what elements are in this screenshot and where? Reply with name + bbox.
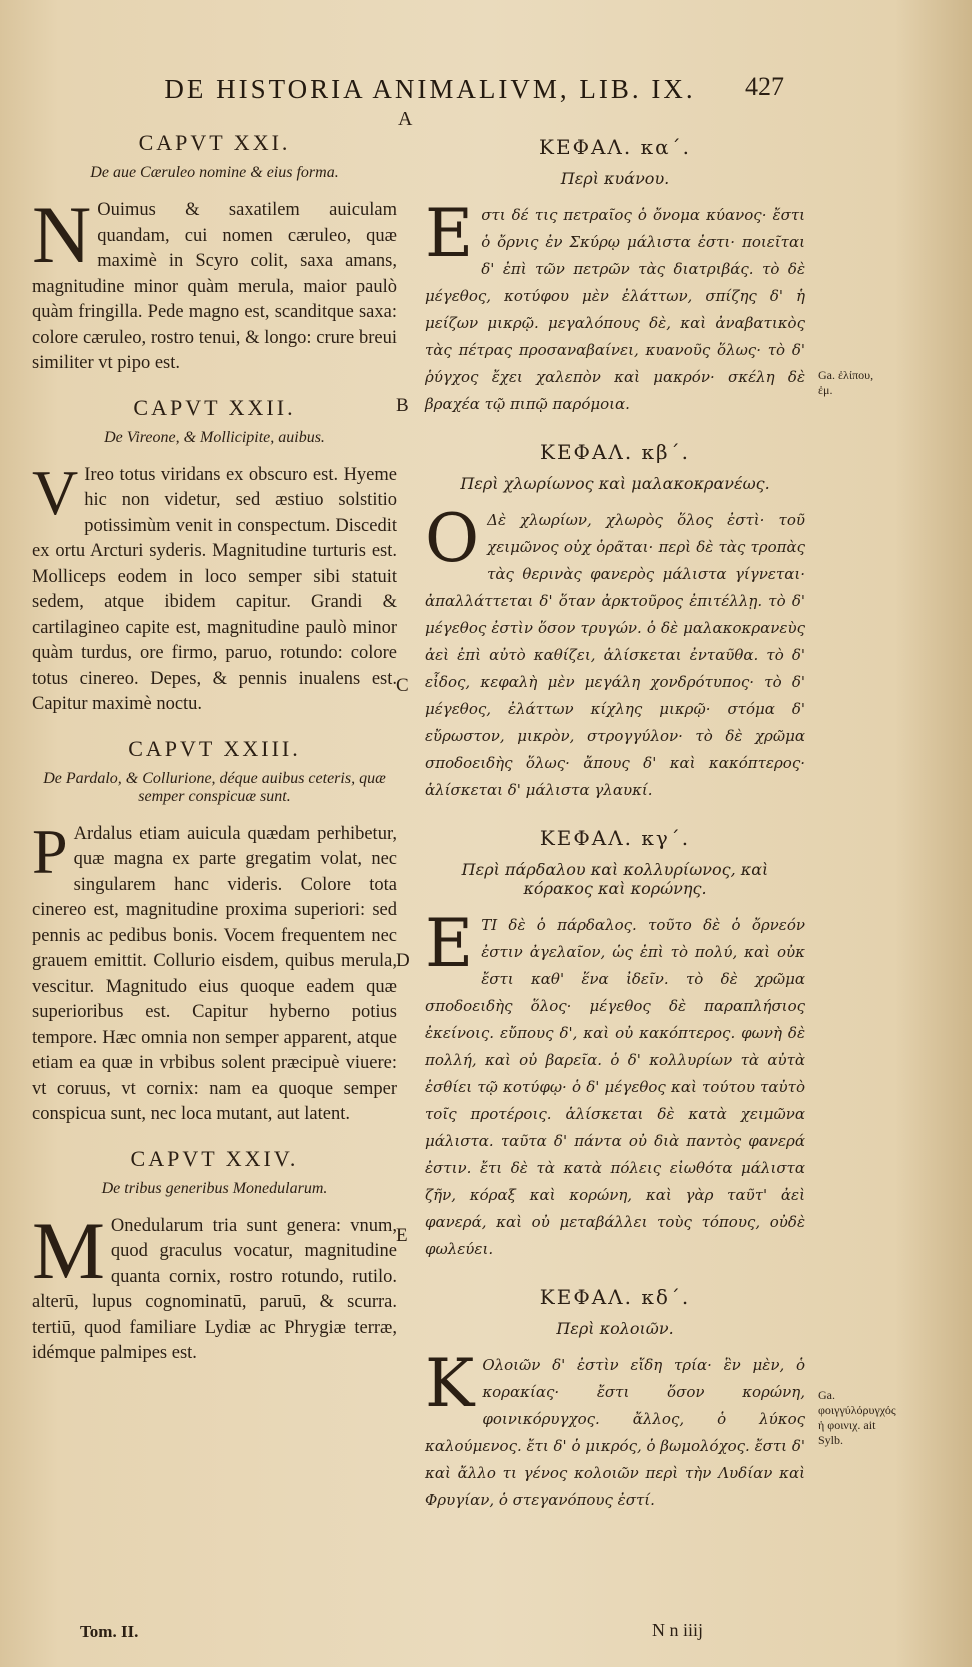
paragraph-text: Ολοιῶν δ' ἐστὶν εἴδη τρία· ἓν μὲν, ὁ κορακίας· ἔστι ὅσον κορώνη, φοινικόρυγχος. ἄλλος, ὁ λύκος καλούμενος. ἔτι δ' ὁ μικρός, ὁ βωμολόχος. ἔστι δ' καὶ ἄλλο τι γένος κολοιῶν περὶ τὴν Λυδίαν καὶ Φρυγίαν, ὁ στεγανόπους ἐστί. [425, 1356, 805, 1509]
margin-letter-d: D [396, 950, 410, 971]
drop-initial: N [32, 189, 92, 280]
caput-heading: CAPVT XXI. [138, 130, 291, 155]
greek-section-24 [425, 1285, 805, 1514]
latin-section-21 [32, 130, 397, 377]
drop-initial: M [32, 1204, 105, 1296]
kephal-heading: ΚΕΦΑΛ. κα΄. [539, 135, 691, 159]
paragraph-text: Ouimus & saxatilem auiculam quandam, cui nomen cæruleo, quæ maximè in Scyro colit, saxa amans, magnitudine minor quàm merula, maior paulò quàm fringilla. Pede magno est, scanditque saxa: colore cæruleo, rostro tenui, & longo: crure breui similiter vt pipo est. [32, 200, 397, 373]
drop-initial: Κ [425, 1345, 475, 1422]
paragraph-text: στι δέ τις πετραῖος ὁ ὄνομα κύανος· ἔστι ὁ ὄρνις ἐν Σκύρῳ μάλιστα ἐστι· ποιεῖται δ' ἐπὶ τῶν πετρῶν τὰς διατριβάς. τὸ δὲ μέγεθος, κοτύφου μὲν ἐλάττων, σπίζης δ' ἡ μείζων μικρῷ. μεγαλόπους δὲ, καὶ ἀναβατικὸς τὰς πέτρας προσαναβαίνει, κυανοῦς ὅλως· τὸ δ' ῥύγχος ἔχει χαλεπὸν καὶ μακρόν· σκέλη δὲ βραχέα τῷ πιπῷ παρόμοια. [425, 206, 805, 413]
signature-mark: N n iiij [652, 1620, 704, 1640]
paragraph-text: Onedularum tria sunt genera: vnum, quod graculus vocatur, magnitudine quanta cornix, rostro rotundo, rutilo. alterū, lupus cognominatū, paruū, & scurra. tertiū, quod familiare Lydiæ ac Phrygiæ terræ, idémque palmipes est. [32, 1215, 397, 1363]
caput-subtitle: De tribus generibus Monedularum. [101, 1179, 328, 1197]
caput-subtitle: De Pardalo, & Collurione, déque auibus ceteris, quæ semper conspicuæ sunt. [43, 769, 386, 805]
volume-label: Tom. II. [80, 1622, 139, 1641]
paragraph-text: ΤΙ δὲ ὁ πάρδαλος. τοῦτο δὲ ὁ ὄρνεόν ἐστιν ἀγελαῖον, ὡς ἐπὶ τὸ πολύ, καὶ οὐκ ἔστι καθ' ἕνα ἰδεῖν. τὸ δὲ χρῶμα σποδοειδὴς ὅλος· μέγεθος δὲ παραπλήσιος ἐκείνοις. εὔπους δ', καὶ οὐ κακόπτερος. φωνὴ δὲ πολλή, καὶ οὐ βαρεῖα. ὁ δ' κολλυρίων τὰ αὐτὰ ἐσθίει τῷ κοτύφῳ· ὁ δ' μέγεθος καὶ τούτου ταὐτὸ τοῖς προτέροις. ἁλίσκεται δὲ κατὰ χειμῶνα μάλιστα. ταῦτα δ' πάντα οὐ διὰ παντὸς φανερά ἐστιν. ἔτι δὲ τὰ κατὰ πόλεις εἰωθότα μάλιστα ζῆν, κόραξ καὶ κορώνη, καὶ γὰρ ταῦτ' ἀεὶ φανερά, καὶ οὐ μεταβάλλει τοὺς τόπους, οὐδὲ φωλεύει. [425, 916, 805, 1258]
caput-subtitle: De Vireone, & Mollicipite, auibus. [104, 428, 325, 446]
greek-paragraph [425, 195, 805, 418]
greek-column [425, 135, 805, 1536]
greek-section-22 [425, 440, 805, 804]
kephal-heading: ΚΕΦΑΛ. κγ΄. [539, 826, 691, 850]
latin-section-23 [32, 736, 397, 1128]
greek-paragraph [425, 500, 805, 804]
latin-paragraph [32, 815, 397, 1128]
greek-section-23 [425, 826, 805, 1263]
signature-letter: A [398, 108, 413, 130]
latin-paragraph [32, 1204, 397, 1367]
page-number: 427 [745, 72, 784, 101]
caput-heading: CAPVT XXII. [133, 394, 296, 420]
kephal-subtitle: Περὶ κολοιῶν. [556, 1319, 674, 1338]
latin-column [32, 130, 397, 1385]
kephal-subtitle: Περὶ χλωρίωνος καὶ μαλακοκρανέως. [460, 474, 770, 493]
greek-paragraph [425, 1345, 805, 1514]
paragraph-text: Ardalus etiam auicula quædam perhibetur, quæ magna ex parte gregatim volat, nec singularem hanc videris. Colore tota cinereo est, magnitudine proxima superiori: sed pennis ac pedibus bonis. Vocem frequentem nec grauem emittit. Collurio eisdem, quibus merula, vescitur. Magnitudo eius quoque eadem quæ superioribus est. Capitur hyberno potius tempore. Hæc omnia non semper apparent, atque etiam ea quæ in vrbibus solent præcipuè viuere: vt coruus, vt cornix: nam ea quoque semper conspicua sunt, nec loca mutant, aut latent. [32, 823, 397, 1124]
drop-initial: Ο [425, 500, 480, 577]
latin-section-22 [32, 395, 397, 718]
drop-initial: Ε [425, 195, 474, 272]
side-note: Ga. ἐλίπου, ἐμ. [818, 368, 874, 397]
caput-heading: CAPVT XXIII. [128, 735, 301, 761]
caput-subtitle: De aue Cæruleo nomine & eius forma. [90, 164, 339, 181]
drop-initial: P [32, 815, 68, 887]
drop-initial: Ε [425, 905, 474, 982]
drop-initial: V [32, 456, 79, 528]
margin-letter-e: E [396, 1225, 408, 1246]
kephal-heading: ΚΕΦΑΛ. κδ΄. [539, 1285, 691, 1309]
latin-paragraph [32, 189, 397, 377]
latin-paragraph [32, 456, 397, 718]
paragraph-text: Ireo totus viridans ex obscuro est. Hyeme hic non videtur, sed æstiuo solstitio potissimùm venit in conspectum. Discedit ex ortu Arcturi syderis. Magnitudine turturis est. Molliceps eodem in loco semper sibi statuit sedem, atque ibidem capitur. Grandi & cartilagineo capite est, magnitudine paulò minor quàm turdus, ore firmo, paruo, rotundo: colore totus cinereo. Depes, & pennis inualens est. Capitur maximè noctu. [32, 464, 397, 714]
greek-section-21 [425, 135, 805, 418]
margin-letter-c: C [396, 675, 409, 696]
greek-paragraph [425, 905, 805, 1263]
caput-heading: CAPVT XXIV. [130, 1145, 299, 1171]
latin-section-24 [32, 1146, 397, 1367]
running-title: DE HISTORIA ANIMALIVM, LIB. IX. [164, 74, 696, 104]
kephal-heading: ΚΕΦΑΛ. κβ΄. [540, 440, 690, 464]
side-note: Ga. φοιγγύλόρυγχός ἡ φοινιχ. ait Sylb. [818, 1388, 896, 1447]
kephal-subtitle: Περὶ κυάνου. [560, 169, 670, 188]
kephal-subtitle: Περὶ πάρδαλου καὶ κολλυρίωνος, καὶ κόρακος καὶ κορώνης. [461, 860, 769, 898]
margin-letter-b: B [396, 395, 409, 416]
paragraph-text: Δὲ χλωρίων, χλωρὸς ὅλος ἐστὶ· τοῦ χειμῶνος οὐχ ὁρᾶται· περὶ δὲ τὰς τροπὰς τὰς θερινὰς φανερὸς μάλιστα γίγνεται· ἀπαλλάττεται δ' ὅταν ἀρκτοῦρος ἐπιτέλλῃ. τὸ δ' μέγεθος ἐστὶν ὅσον τρυγών. ὁ δὲ μαλακοκρανεὺς ἀεὶ ἐπὶ αὐτὸ καθίζει, ἁλίσκεται ἐνταῦθα. τὸ δ' εἶδος, κεφαλὴ μὲν μεγάλη χονδρότυπος· τὸ δ' μέγεθος, ἐλάττων κίχλης μικρῷ· στόμα δ' εὔρωστον, μικρὸν, στρογγύλον· τὸ δὲ χρῶμα σποδοειδὴς ὅλως· ἄπους δ' καὶ κακόπτερος· ἁλίσκεται δ' μάλιστα γλαυκί. [425, 511, 805, 799]
